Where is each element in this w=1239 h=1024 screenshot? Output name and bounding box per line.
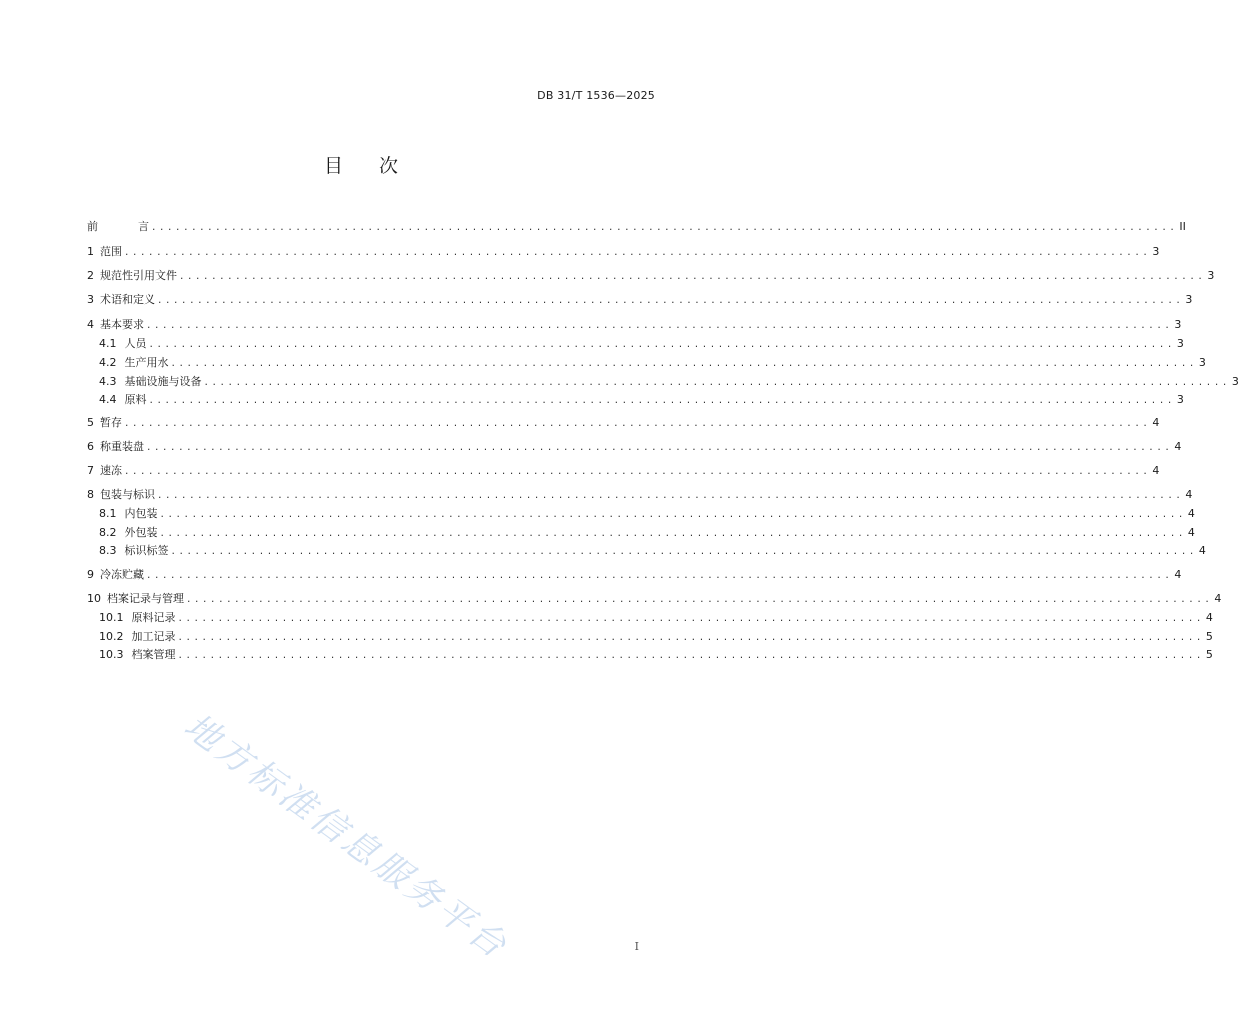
toc-leader-dots: ................................................................................................................................ bbox=[151, 223, 1178, 233]
toc-entry-label: 4.1 人员 bbox=[99, 337, 147, 350]
toc-entry-1[interactable] bbox=[87, 243, 1160, 260]
toc-entry-number: 10.2 bbox=[99, 630, 124, 643]
toc-page-number: 3 bbox=[1176, 393, 1184, 406]
toc-entry-label: 前 言 bbox=[87, 220, 149, 233]
toc-page-number: 4 bbox=[1198, 544, 1206, 557]
document-code: DB 31/T 1536—2025 bbox=[537, 89, 655, 102]
toc-entry-label: 8.1 内包装 bbox=[99, 507, 158, 520]
toc-leader-dots: ................................................................................................................................ bbox=[124, 419, 1151, 429]
toc-page-number: 4 bbox=[1214, 592, 1222, 605]
watermark: 地方标准信息服务平台 bbox=[176, 706, 516, 968]
toc-leader-dots: ................................................................................................................................ bbox=[146, 321, 1173, 331]
toc-leader-dots: ................................................................................................................................ bbox=[148, 396, 1175, 406]
title-char-1: 目 bbox=[323, 155, 345, 177]
toc-entry-number: 9 bbox=[87, 568, 94, 581]
toc-leader-dots: ................................................................................................................................ bbox=[146, 571, 1173, 581]
toc-leader-dots: ................................................................................................................................ bbox=[157, 296, 1184, 306]
toc-leader-dots: ................................................................................................................................ bbox=[124, 467, 1151, 477]
toc-entry-label: 5 暂存 bbox=[87, 416, 122, 429]
toc-entry-number: 6 bbox=[87, 440, 94, 453]
toc-entry-10-3[interactable] bbox=[99, 646, 1213, 663]
page-number: I bbox=[634, 940, 639, 953]
toc-entry-4[interactable] bbox=[87, 316, 1182, 333]
toc-entry-4-3[interactable] bbox=[99, 373, 1239, 390]
toc-entry-label: 4.2 生产用水 bbox=[99, 356, 169, 369]
toc-entry-number: 10.3 bbox=[99, 648, 124, 661]
toc-entry-number: 4.4 bbox=[99, 393, 117, 406]
toc-entry-number: 10 bbox=[87, 592, 101, 605]
toc-entry-label: 10.1 原料记录 bbox=[99, 611, 176, 624]
toc-leader-dots: ................................................................................................................................ bbox=[186, 595, 1213, 605]
toc-page-number: 4 bbox=[1152, 464, 1160, 477]
toc-leader-dots: ................................................................................................................................ bbox=[157, 491, 1184, 501]
toc-page-number: II bbox=[1179, 220, 1186, 233]
toc-page-number: 3 bbox=[1185, 293, 1193, 306]
toc-leader-dots: ................................................................................................................................ bbox=[177, 633, 1204, 643]
toc-page-number: 3 bbox=[1174, 318, 1182, 331]
toc-page-number: 5 bbox=[1205, 630, 1213, 643]
toc-entry-label: 8.3 标识标签 bbox=[99, 544, 169, 557]
toc-page-number: 4 bbox=[1187, 526, 1195, 539]
toc-leader-dots: ................................................................................................................................ bbox=[177, 651, 1204, 661]
toc-entry-label: 8.2 外包装 bbox=[99, 526, 158, 539]
toc-entry-10[interactable] bbox=[87, 590, 1222, 607]
toc-entry-label: 4.4 原料 bbox=[99, 393, 147, 406]
toc-leader-dots: ................................................................................................................................ bbox=[148, 340, 1175, 350]
toc-entry-8-1[interactable] bbox=[99, 505, 1195, 522]
toc-leader-dots: ................................................................................................................................ bbox=[124, 248, 1151, 258]
toc-entry-7[interactable] bbox=[87, 462, 1160, 479]
toc-entry-number: 7 bbox=[87, 464, 94, 477]
toc-entry-number: 1 bbox=[87, 245, 94, 258]
toc-entry-number: 4 bbox=[87, 318, 94, 331]
toc-entry-6[interactable] bbox=[87, 438, 1182, 455]
toc-entry-number: 5 bbox=[87, 416, 94, 429]
toc-entry-4-2[interactable] bbox=[99, 354, 1206, 371]
toc-leader-dots: ................................................................................................................................ bbox=[159, 510, 1186, 520]
toc-entry-number: 10.1 bbox=[99, 611, 124, 624]
toc-entry-number: 2 bbox=[87, 269, 94, 282]
toc-page-number: 4 bbox=[1174, 440, 1182, 453]
toc-page-number: 3 bbox=[1231, 375, 1239, 388]
toc-leader-dots: ................................................................................................................................ bbox=[179, 272, 1206, 282]
title-char-2: 次 bbox=[379, 155, 401, 177]
toc-leader-dots: ................................................................................................................................ bbox=[146, 443, 1173, 453]
toc-entry-10-1[interactable] bbox=[99, 609, 1213, 626]
toc-entry-4-4[interactable] bbox=[99, 391, 1184, 408]
toc-entry-label: 4 基本要求 bbox=[87, 318, 144, 331]
toc-entry-foreword[interactable] bbox=[87, 218, 1186, 235]
toc-entry-number: 8.2 bbox=[99, 526, 117, 539]
toc-page-number: 3 bbox=[1207, 269, 1215, 282]
toc-leader-dots: ................................................................................................................................ bbox=[159, 529, 1186, 539]
toc-page-number: 4 bbox=[1174, 568, 1182, 581]
toc-entry-3[interactable] bbox=[87, 291, 1193, 308]
toc-page-number: 3 bbox=[1152, 245, 1160, 258]
toc-entry-4-1[interactable] bbox=[99, 335, 1184, 352]
toc-entry-label: 1 范围 bbox=[87, 245, 122, 258]
toc-entry-label: 6 称重装盘 bbox=[87, 440, 144, 453]
toc-entry-label: 7 速冻 bbox=[87, 464, 122, 477]
toc-entry-label: 10 档案记录与管理 bbox=[87, 592, 184, 605]
toc-page-number: 3 bbox=[1198, 356, 1206, 369]
toc-leader-dots: ................................................................................................................................ bbox=[170, 359, 1197, 369]
toc-leader-dots: ................................................................................................................................ bbox=[170, 547, 1197, 557]
toc-page-number: 4 bbox=[1187, 507, 1195, 520]
toc-page-number: 4 bbox=[1205, 611, 1213, 624]
toc-page-number: 4 bbox=[1152, 416, 1160, 429]
toc-entry-label: 10.2 加工记录 bbox=[99, 630, 176, 643]
toc-entry-number: 4.1 bbox=[99, 337, 117, 350]
toc-entry-label: 10.3 档案管理 bbox=[99, 648, 176, 661]
toc-leader-dots: ................................................................................................................................ bbox=[177, 614, 1204, 624]
toc-entry-number: 8.1 bbox=[99, 507, 117, 520]
toc-page-number: 4 bbox=[1185, 488, 1193, 501]
toc-entry-label: 2 规范性引用文件 bbox=[87, 269, 177, 282]
toc-leader-dots: ................................................................................................................................ bbox=[203, 378, 1230, 388]
toc-entry-8-3[interactable] bbox=[99, 542, 1206, 559]
toc-entry-label: 9 冷冻贮藏 bbox=[87, 568, 144, 581]
toc-entry-9[interactable] bbox=[87, 566, 1182, 583]
toc-entry-label: 8 包装与标识 bbox=[87, 488, 155, 501]
toc-entry-label: 4.3 基础设施与设备 bbox=[99, 375, 202, 388]
toc-entry-8[interactable] bbox=[87, 486, 1193, 503]
toc-entry-number: 8 bbox=[87, 488, 94, 501]
toc-entry-2[interactable] bbox=[87, 267, 1215, 284]
toc-entry-number: 4.2 bbox=[99, 356, 117, 369]
page-title bbox=[0, 151, 724, 178]
toc-page-number: 5 bbox=[1205, 648, 1213, 661]
toc-entry-10-2[interactable] bbox=[99, 628, 1213, 645]
toc-page-number: 3 bbox=[1176, 337, 1184, 350]
toc-entry-label: 3 术语和定义 bbox=[87, 293, 155, 306]
toc-entry-number: 8.3 bbox=[99, 544, 117, 557]
toc-entry-number: 4.3 bbox=[99, 375, 117, 388]
toc-entry-5[interactable] bbox=[87, 414, 1160, 431]
toc-entry-8-2[interactable] bbox=[99, 524, 1195, 541]
toc-entry-number: 3 bbox=[87, 293, 94, 306]
